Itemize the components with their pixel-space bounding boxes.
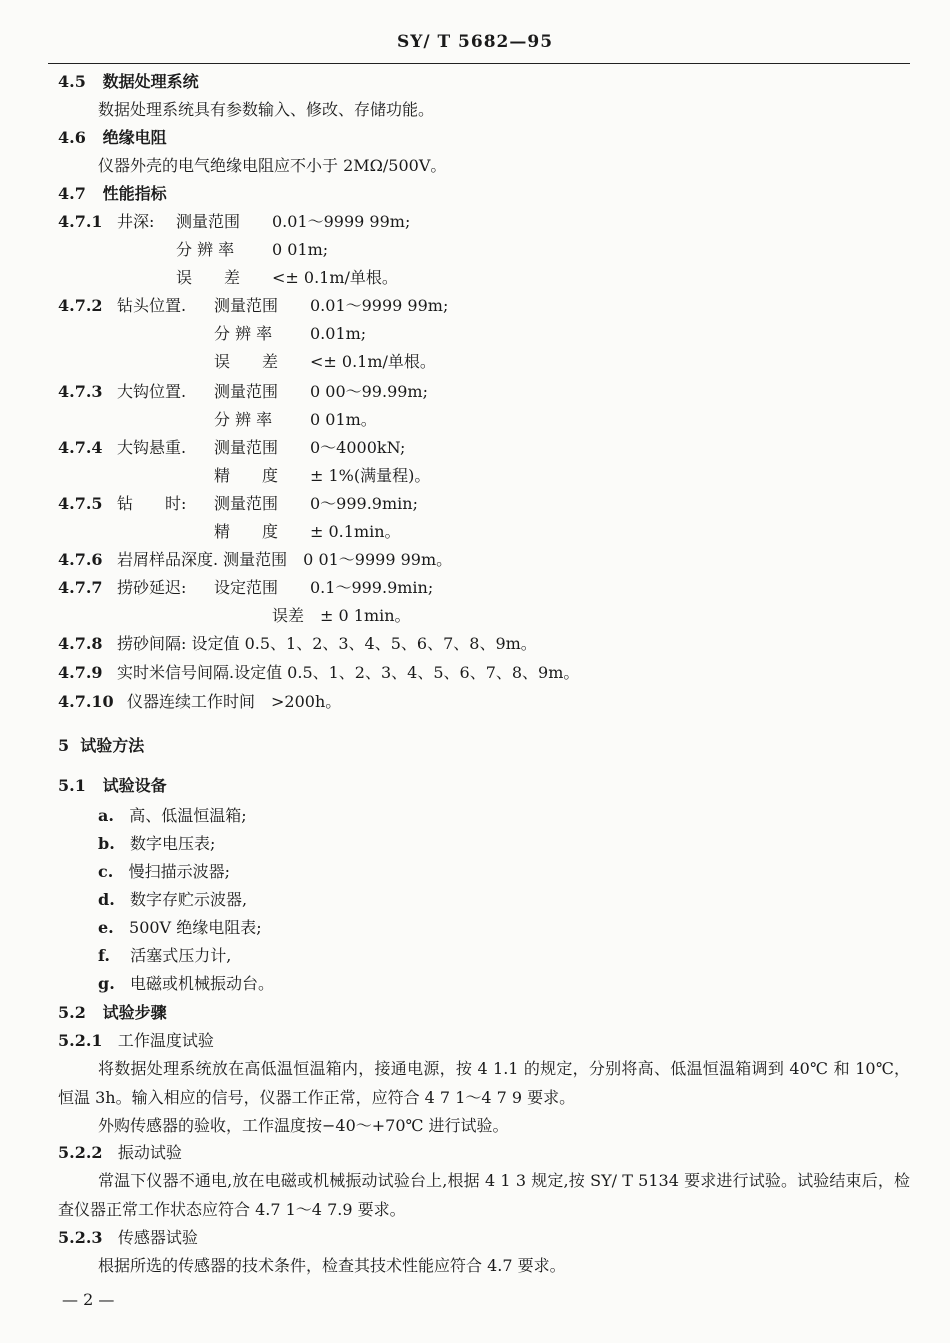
item-4-7-7-number: 4.7.7 [58, 578, 103, 597]
list-item: a. 高、低温恒温箱; [98, 806, 247, 825]
item-5-2-3-paragraph: 根据所选的传感器的技术条件，检查其技术性能应符合 4.7 要求。 [98, 1256, 566, 1275]
section-4-6-text: 仪器外壳的电气绝缘电阻应不小于 2MΩ/500V。 [98, 156, 447, 175]
item-4-7-1-label: 井深: [117, 212, 155, 231]
item-4-7-2-label: 钻头位置. [117, 296, 187, 315]
item-4-7-4-range-key: 测量范围 [214, 438, 279, 457]
header-rule [48, 63, 910, 64]
page-number: — 2 — [62, 1290, 115, 1309]
item-4-7-7-range-key: 设定范围 [214, 578, 279, 597]
item-4-7-5-range-value: 0～999.9min; [310, 494, 418, 513]
item-4-7-9-number: 4.7.9 [58, 663, 103, 682]
item-4-7-4-accuracy-value: ± 1%(满量程)。 [310, 466, 431, 485]
item-4-7-1-error-value: <± 0.1m/单根。 [272, 268, 398, 287]
section-4-5-heading [58, 72, 199, 92]
item-4-7-4-range-value: 0～4000kN; [310, 438, 406, 457]
item-4-7-2-error-key: 误 差 [214, 352, 279, 371]
item-4-7-8-text: 捞砂间隔: 设定值 0.5、1、2、3、4、5、6、7、8、9m。 [117, 634, 537, 653]
page-header: SY/ T 5682—95 [396, 32, 554, 52]
item-4-7-2-resolution-key: 分 辨 率 [214, 324, 273, 343]
section-4-7-heading [58, 184, 167, 204]
item-4-7-8-number: 4.7.8 [58, 634, 103, 653]
item-5-2-1-paragraph-2: 外购传感器的验收，工作温度按−40～+70℃ 进行试验。 [98, 1116, 509, 1135]
section-title: 工作温度试验 [117, 1031, 214, 1050]
section-number: 5.2 [58, 1003, 86, 1022]
list-item: g. 电磁或机械振动台。 [98, 974, 275, 993]
section-title: 数据处理系统 [102, 72, 199, 91]
item-4-7-1-error-key: 误 差 [176, 268, 241, 287]
section-4-5-text: 数据处理系统具有参数输入、修改、存储功能。 [98, 100, 435, 119]
item-4-7-7-error: 误差 ± 0 1min。 [272, 606, 411, 625]
section-title: 传感器试验 [117, 1228, 198, 1247]
section-number: 5.2.2 [58, 1143, 103, 1162]
list-item: b. 数字电压表; [98, 834, 216, 853]
section-number: 4.5 [58, 72, 86, 91]
item-4-7-3-resolution-value: 0 01m。 [310, 410, 377, 429]
item-4-7-3-resolution-key: 分 辨 率 [214, 410, 273, 429]
section-5-1-heading [58, 776, 167, 796]
item-4-7-1-resolution-value: 0 01m; [272, 240, 329, 259]
section-title: 试验步骤 [102, 1003, 167, 1022]
item-4-7-1-range-value: 0.01～9999 99m; [272, 212, 411, 231]
item-5-2-2-heading [58, 1143, 182, 1163]
item-4-7-3-range-key: 测量范围 [214, 382, 279, 401]
item-4-7-4-number: 4.7.4 [58, 438, 103, 457]
item-4-7-2-error-value: <± 0.1m/单根。 [310, 352, 436, 371]
item-4-7-4-accuracy-key: 精 度 [214, 466, 279, 485]
item-4-7-6-number: 4.7.6 [58, 550, 103, 569]
section-title: 性能指标 [102, 184, 167, 203]
item-4-7-3-number: 4.7.3 [58, 382, 103, 401]
item-4-7-2-number: 4.7.2 [58, 296, 103, 315]
section-number: 4.7 [58, 184, 86, 203]
item-4-7-3-range-value: 0 00～99.99m; [310, 382, 428, 401]
item-4-7-5-label: 钻 时: [117, 494, 187, 513]
section-4-6-heading [58, 128, 167, 148]
item-5-2-1-paragraph-1: 将数据处理系统放在高低温恒温箱内，接通电源，按 4 1.1 的规定，分别将高、低温恒温箱调到 40℃ 和 10℃，恒温 3h。输入相应的信号，仪器工作正常，应符合 4 7 1～4 7 9 要求。 [58, 1059, 910, 1107]
section-number: 4.6 [58, 128, 86, 147]
item-4-7-1-number: 4.7.1 [58, 212, 103, 231]
section-number: 5.1 [58, 776, 86, 795]
item-4-7-5-accuracy-value: ± 0.1min。 [310, 522, 401, 541]
item-4-7-4-label: 大钩悬重. [117, 438, 187, 457]
item-4-7-2-resolution-value: 0.01m; [310, 324, 367, 343]
list-item: e. 500V 绝缘电阻表; [98, 918, 262, 937]
item-4-7-3-label: 大钩位置. [117, 382, 187, 401]
list-item: d. 数字存贮示波器, [98, 890, 248, 909]
section-number: 5.2.1 [58, 1031, 103, 1050]
item-4-7-10-number: 4.7.10 [58, 692, 114, 711]
item-4-7-2-range-key: 测量范围 [214, 296, 279, 315]
item-4-7-9-text: 实时米信号间隔.设定值 0.5、1、2、3、4、5、6、7、8、9m。 [117, 663, 580, 682]
section-number: 5 [58, 736, 70, 755]
item-4-7-1-range-key: 测量范围 [176, 212, 241, 231]
section-5-2-heading [58, 1003, 167, 1023]
section-title: 试验设备 [102, 776, 167, 795]
list-item: c. 慢扫描示波器; [98, 862, 230, 881]
section-title: 试验方法 [80, 736, 145, 755]
item-4-7-6-text: 岩屑样品深度. 测量范围 0 01～9999 99m。 [117, 550, 453, 569]
section-5-heading [58, 736, 144, 756]
item-4-7-1-resolution-key: 分 辨 率 [176, 240, 235, 259]
item-5-2-3-heading [58, 1228, 198, 1248]
section-number: 5.2.3 [58, 1228, 103, 1247]
item-4-7-5-number: 4.7.5 [58, 494, 103, 513]
section-title: 绝缘电阻 [102, 128, 167, 147]
item-4-7-7-label: 捞砂延迟: [117, 578, 187, 597]
item-4-7-7-range-value: 0.1～999.9min; [310, 578, 434, 597]
item-5-2-1-heading [58, 1031, 214, 1051]
list-item: f. 活塞式压力计, [98, 946, 232, 965]
section-title: 振动试验 [117, 1143, 182, 1162]
item-5-2-2-paragraph: 常温下仪器不通电,放在电磁或机械振动试验台上,根据 4 1 3 规定,按 SY/ T 5134 要求进行试验。试验结束后，检查仪器正常工作状态应符合 4.7 1～4 7.9 要求。 [58, 1171, 910, 1219]
item-4-7-5-range-key: 测量范围 [214, 494, 279, 513]
item-4-7-2-range-value: 0.01～9999 99m; [310, 296, 449, 315]
item-4-7-10-text: 仪器连续工作时间 >200h。 [127, 692, 342, 711]
item-4-7-5-accuracy-key: 精 度 [214, 522, 279, 541]
